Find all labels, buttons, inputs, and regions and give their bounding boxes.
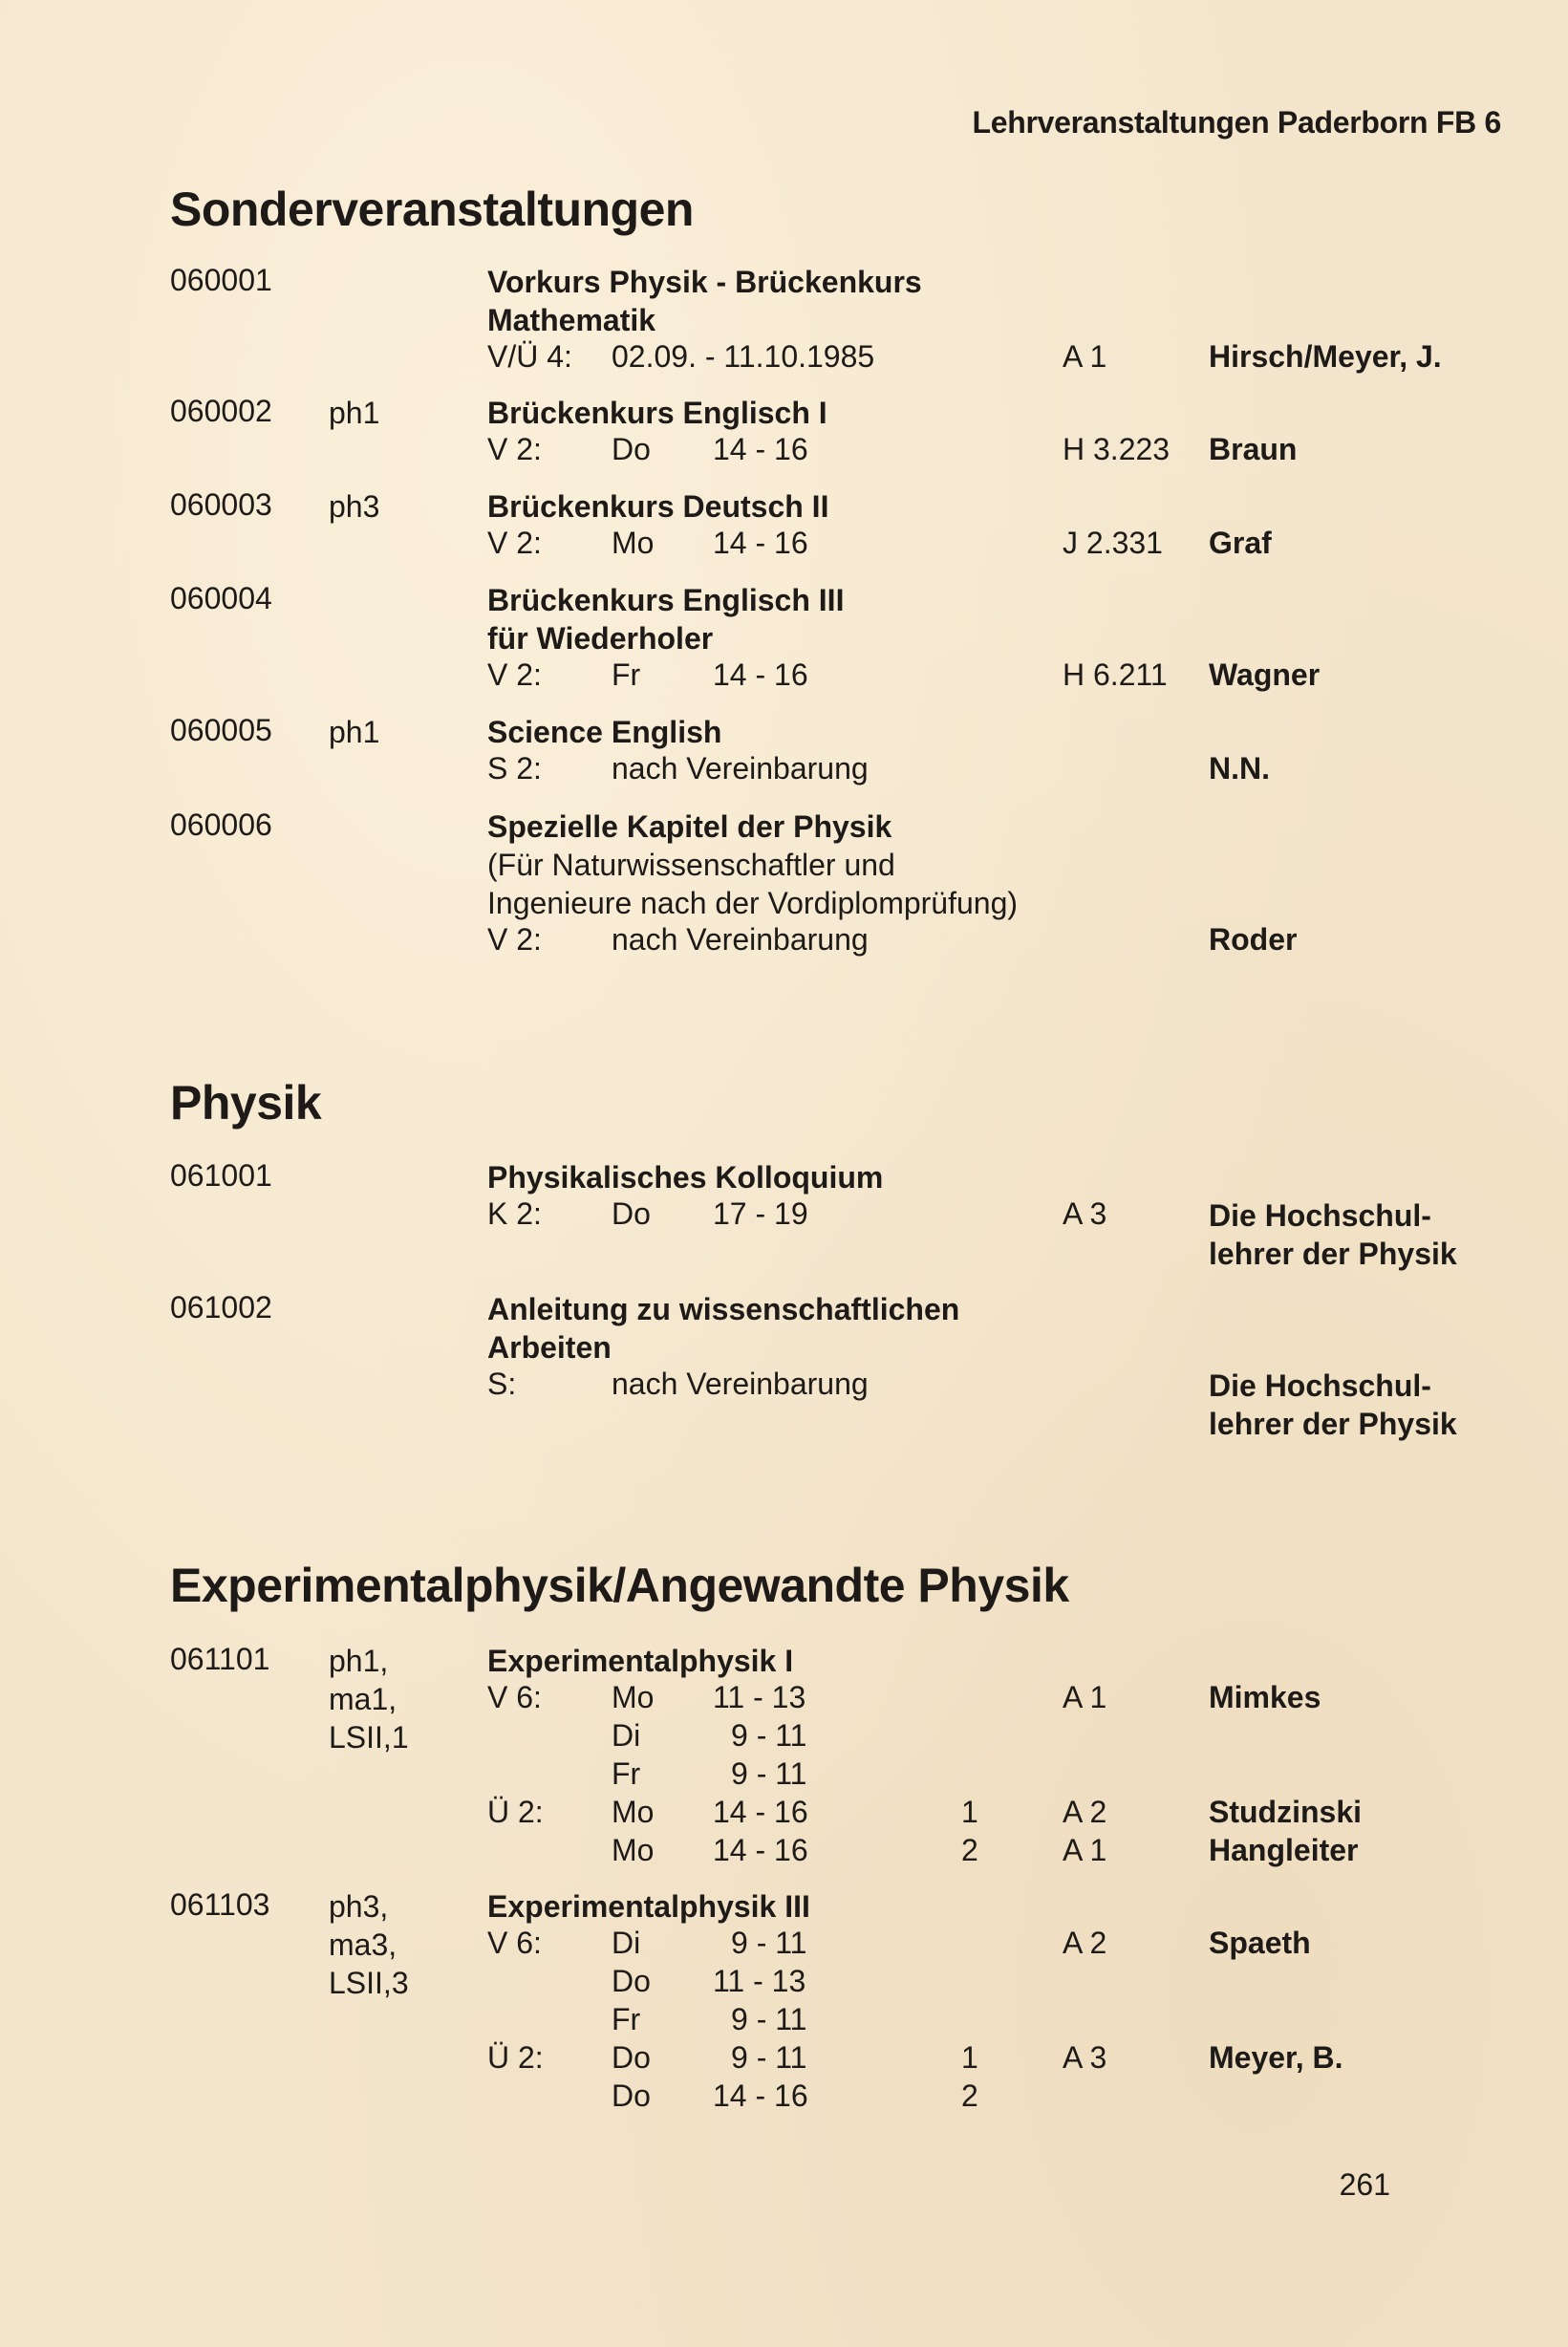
course-groups: ph3 [329, 489, 380, 524]
session-row: S: nach Vereinbarung [487, 1367, 869, 1401]
course-groups: ph1, ma1, LSII,1 [329, 1644, 409, 1755]
course-title: Brückenkurs Englisch III für Wiederholer [487, 583, 845, 656]
course-title: Anleitung zu wissenschaftlichen Arbeiten [487, 1292, 960, 1365]
course-number: 061001 [170, 1158, 272, 1193]
course-number: 061101 [170, 1642, 270, 1676]
course-number: 060006 [170, 807, 272, 842]
course-title: Science English [487, 715, 722, 749]
course-title: Spezielle Kapitel der Physik [487, 809, 892, 844]
session-row: Do 14 - 16 2 [612, 2078, 978, 2113]
page-number: 261 [1339, 2167, 1390, 2202]
session-row: Ü 2: Do 9 - 11 1 A 3 Meyer, B. [487, 2040, 1343, 2075]
lecturer: Mimkes [1209, 1680, 1321, 1714]
lecturer: Hangleiter [1209, 1833, 1359, 1867]
session-row: Mo 14 - 16 2 A 1 Hangleiter [612, 1833, 1359, 1867]
course-groups: ph1 [329, 715, 380, 749]
session-row: Di 9 - 11 [612, 1718, 807, 1753]
lecturer: Meyer, B. [1209, 2040, 1343, 2075]
running-head: Lehrveranstaltungen Paderborn FB 6 [972, 105, 1501, 140]
section-title: Sonderveranstaltungen [170, 183, 694, 236]
session-row: K 2: Do 17 - 19 A 3 [487, 1196, 1107, 1231]
course-number: 060003 [170, 487, 272, 522]
session-row: Do 11 - 13 [612, 1964, 806, 1998]
course-title: Physikalisches Kolloquium [487, 1160, 884, 1195]
lecturer: N.N. [1209, 751, 1270, 786]
section-title: Experimentalphysik/Angewandte Physik [170, 1559, 1069, 1612]
course-groups: ph3, ma3, LSII,3 [329, 1889, 409, 2000]
lecturer: Studzinski [1209, 1795, 1363, 1829]
session-row: Fr 9 - 11 [612, 2002, 807, 2036]
session-row: V 2: Fr 14 - 16 H 6.211 Wagner [487, 657, 1321, 692]
session-row: S 2: nach Vereinbarung N.N. [487, 751, 1270, 786]
session-row: V 6: Mo 11 - 13 A 1 Mimkes [487, 1680, 1321, 1714]
lecturer: Die Hochschul- lehrer der Physik [1209, 1198, 1457, 1271]
course-title: Brückenkurs Englisch I [487, 396, 827, 430]
course-title: Experimentalphysik I [487, 1644, 794, 1678]
session-row: V/Ü 4: 02.09. - 11.10.1985 A 1 Hirsch/Meyer, J. [487, 339, 1442, 374]
session-row: Fr 9 - 11 [612, 1756, 807, 1791]
session-row: V 2: Mo 14 - 16 J 2.331 Graf [487, 526, 1272, 560]
lecturer: Graf [1209, 526, 1272, 560]
session-row: V 2: nach Vereinbarung Roder [487, 922, 1298, 957]
course-number: 060001 [170, 263, 272, 297]
course-number: 060004 [170, 581, 272, 615]
course-title: Brückenkurs Deutsch II [487, 489, 829, 524]
lecturer: Hirsch/Meyer, J. [1209, 339, 1442, 374]
lecturer: Roder [1209, 922, 1298, 957]
session-row: Ü 2: Mo 14 - 16 1 A 2 Studzinski [487, 1795, 1363, 1829]
lecturer: Spaeth [1209, 1926, 1311, 1960]
session-row: V 2: Do 14 - 16 H 3.223 Braun [487, 432, 1298, 466]
session-row: V 6: Di 9 - 11 A 2 Spaeth [487, 1926, 1311, 1960]
lecturer: Die Hochschul- lehrer der Physik [1209, 1368, 1457, 1441]
course-groups: ph1 [329, 396, 380, 430]
course-number: 060002 [170, 394, 272, 428]
course-title: Experimentalphysik III [487, 1889, 810, 1924]
course-number: 060005 [170, 713, 272, 747]
course-number: 061002 [170, 1290, 272, 1324]
lecturer: Wagner [1209, 657, 1321, 692]
course-title: Vorkurs Physik - Brückenkurs Mathematik [487, 265, 922, 337]
course-note: (Für Naturwissenschaftler und Ingenieure nach der Vordiplomprüfung) [487, 848, 1019, 920]
section-title: Physik [170, 1076, 322, 1130]
lecturer: Braun [1209, 432, 1298, 466]
course-number: 061103 [170, 1887, 270, 1922]
